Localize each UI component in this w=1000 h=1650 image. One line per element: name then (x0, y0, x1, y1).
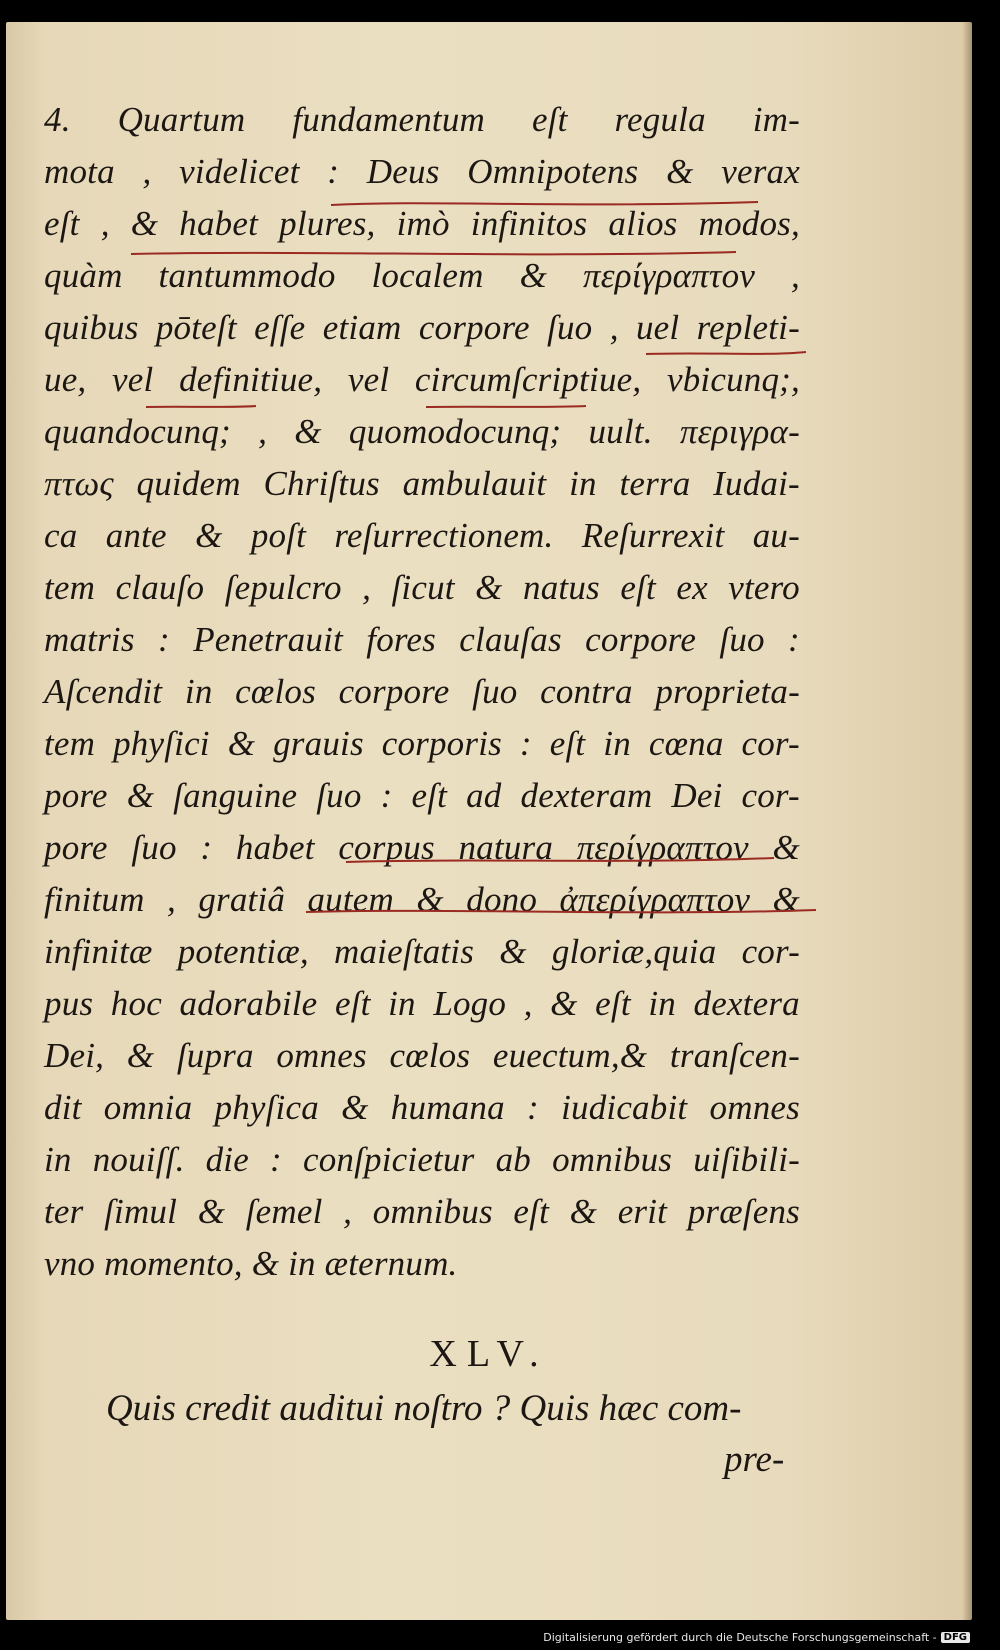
catchword: pre- (724, 1439, 785, 1480)
text-line: ca ante & poſt reſurrectionem. Reſurrexit au- (44, 516, 800, 555)
text-line: infinitæ potentiæ, maieſtatis & gloriæ,quia cor- (44, 932, 800, 971)
text-line: finitum , gratiâ autem & dono ἀπερίγραπτον & (44, 880, 800, 919)
text-line: pore ſuo : habet corpus natura περίγραπτον & (44, 828, 800, 867)
footer-text: Digitalisierung gefördert durch die Deutsche Forschungsgemeinschaft - (543, 1631, 937, 1644)
text-line: matris : Penetrauit fores clauſas corpore ſuo : (44, 620, 800, 659)
text-line: in nouiſſ. die : conſpicietur ab omnibus uiſibili- (44, 1140, 800, 1179)
text-line: Dei, & ſupra omnes cœlos euectum,& tranſcen- (44, 1036, 800, 1075)
digitization-footer (543, 1631, 970, 1644)
text-line: ter ſimul & ſemel , omnibus eſt & erit præſens (44, 1192, 800, 1231)
text-line: pus hoc adorabile eſt in Logo , & eſt in dextera (44, 984, 800, 1023)
text-line: quibus pōteſt eſſe etiam corpore ſuo , uel repleti- (44, 308, 800, 347)
text-line: eſt , & habet plures, imò infinitos alios modos, (44, 204, 800, 243)
section-heading: XLV. (429, 1333, 549, 1375)
text-line: vno momento, & in æternum. (44, 1244, 458, 1283)
text-line: ue, vel definitiue, vel circumſcriptiue, vbicunq;, (44, 360, 800, 399)
text-line: 4. Quartum fundamentum eſt regula im- (44, 100, 800, 139)
text-line: quandocunq; , & quomodocunq; uult. περιγρα- (44, 412, 800, 451)
book-page (6, 22, 972, 1620)
text-line: tem phyſici & grauis corporis : eſt in cœna cor- (44, 724, 800, 763)
text-line: Aſcendit in cœlos corpore ſuo contra proprieta- (44, 672, 800, 711)
question-line: Quis credit auditui noſtro ? Quis hæc com- (106, 1388, 742, 1429)
dfg-logo: DFG (941, 1632, 970, 1643)
text-line: πτως quidem Chriſtus ambulauit in terra Iudai- (44, 464, 800, 503)
text-line: dit omnia phyſica & humana : iudicabit omnes (44, 1088, 800, 1127)
text-line: mota , videlicet : Deus Omnipotens & verax (44, 152, 800, 191)
text-line: pore & ſanguine ſuo : eſt ad dexteram Dei cor- (44, 776, 800, 815)
body-text (44, 94, 800, 1290)
text-line: tem clauſo ſepulcro , ſicut & natus eſt ex vtero (44, 568, 800, 607)
text-line: quàm tantummodo localem & περίγραπτον , (44, 256, 800, 295)
